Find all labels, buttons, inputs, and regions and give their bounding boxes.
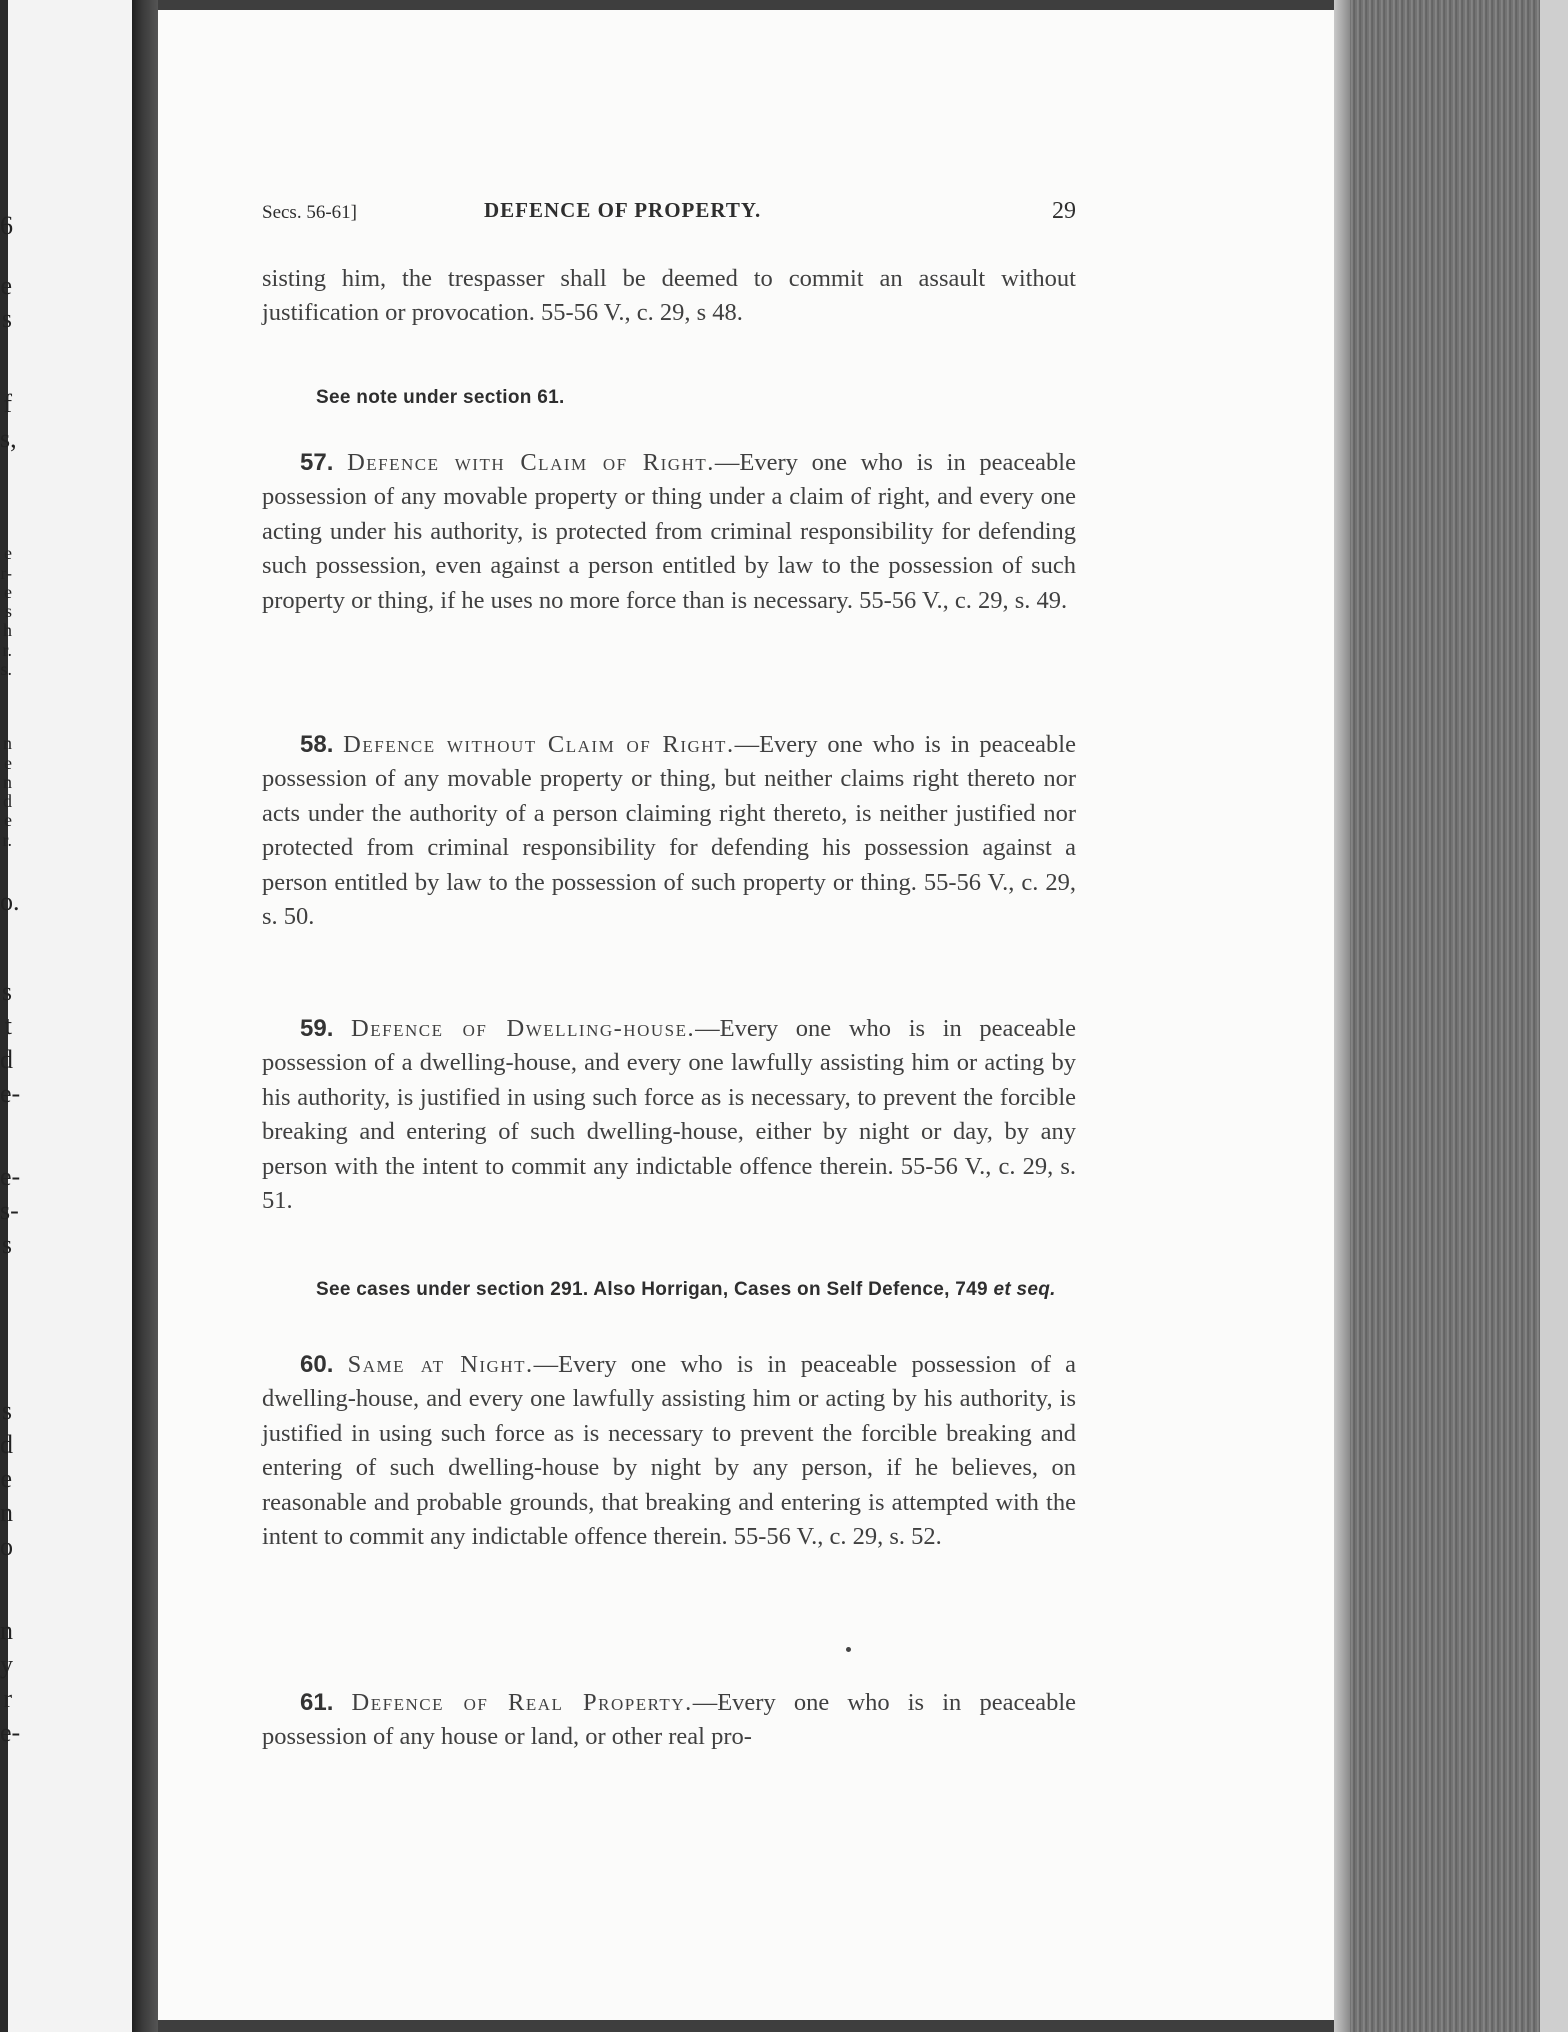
section-number: 58. [300,731,334,758]
left-page-fragment: 6 [0,211,13,240]
section-number: 61. [300,1689,334,1716]
section-number: 59. [300,1015,334,1042]
left-page-fragment: r [3,1684,12,1713]
section-61 [262,1686,1076,1755]
section-text: —Every one who is in peaceable possession of any movable property or thing, but neither claims right thereto nor acts under the authority of a person claiming right thereto, is neither justified nor protected from criminal responsibility for defending his possession against a person entitled by law to the possession of such property or thing. 55-56 V., c. 29, s. 50. [262,731,1076,931]
page-number: 29 [1052,198,1076,224]
left-page-fragment: s- [0,1196,19,1225]
left-page-fragment: e- [0,1718,21,1747]
page-edge-shadow [1334,0,1350,2032]
left-page-fragment: n [0,1498,13,1527]
left-page-fragment: o. [0,887,20,916]
section-number: 57. [300,449,334,476]
section-60 [262,1348,1076,1554]
left-page-fragment: s [1,304,12,333]
section-heading: Defence with Claim of Right. [347,449,715,476]
left-page-fragment: r. [2,830,12,850]
section-heading: Defence without Claim of Right. [343,731,735,758]
left-page-fragment: e- [0,1162,21,1191]
left-page-fragment: e [4,810,12,830]
section-text: —Every one who is in peaceable possession of a dwelling-house, and every one lawfully assisting him or acting by his authority, is justified in using such force as is necessary, to prevent the forcible breaking and entering of such dwelling-house, either by night or day, by any person with the intent to commit any indictable offence therein. 55-56 V., c. 29, s. 51. [262,1015,1076,1215]
section-number: 60. [300,1351,334,1378]
section-59-note [316,1279,1076,1301]
section-heading: Same at Night. [347,1351,534,1378]
header-sections: Secs. 56-61] [262,202,357,223]
left-page-fragment: s [1,1396,12,1425]
book-gutter [132,0,158,2032]
note-text: See cases under section 291. Also Horrigan, Cases on Self Defence, 749 [316,1279,988,1300]
running-header [262,196,1076,232]
continuation-paragraph [262,262,1076,331]
left-page-fragment: n [3,733,12,753]
section-heading: Defence of Dwelling-house. [351,1015,696,1042]
section-58 [262,728,1076,934]
left-facing-page [0,0,132,2032]
left-page-fragment: t [4,1011,12,1040]
left-page-fragment: s [1,1230,12,1259]
left-page-fragment: s. [0,659,12,679]
book-fore-edge [1350,0,1568,2032]
left-page-fragment: d [3,791,12,811]
left-page-fragment: r. [2,640,12,660]
fore-edge-strip [1540,0,1568,2032]
left-page-fragment: d [0,1430,13,1459]
section-59 [262,1012,1076,1218]
section-text: —Every one who is in peaceable possession of any movable property or thing under a claim of right, and every one acting under his authority, is protected from criminal responsibility for defending such possession, even against a person entitled by law to the possession of such property or thing, if he uses no more force than is necessary. 55-56 V., c. 29, s. 49. [262,449,1076,614]
left-page-fragment: e [4,582,12,602]
left-page-fragment: r- [0,563,12,583]
left-page-fragment: e [0,1464,12,1493]
section-heading: Defence of Real Property. [351,1689,693,1716]
section-text: —Every one who is in peaceable possession of any house or land, or other real pro- [262,1689,1076,1751]
left-page-fragment: e [4,543,12,563]
left-page-fragment: e [4,753,12,773]
continuation-note: See note under section 61. [316,387,565,408]
header-title: DEFENCE OF PROPERTY. [484,198,762,222]
left-page-fragment: f [3,389,12,418]
left-page-fragment: s, [0,424,17,453]
left-page-fragment: n [3,772,12,792]
left-page-fragment: n [0,1616,13,1645]
left-page-fragment: e- [0,1079,21,1108]
left-page-fragment: h [3,620,12,640]
left-page-fragment: d [0,1045,13,1074]
section-text: —Every one who is in peaceable possession of a dwelling-house, and every one lawfully assisting him or acting by his authority, is justified in using such force as is necessary to prevent the forcible breaking and entering of such dwelling-house by night by any person, if he believes, on reasonable and probable grounds, that breaking and entering is attempted with the intent to commit any indictable offence therein. 55-56 V., c. 29, s. 52. [262,1351,1076,1551]
left-page-fragment: e [0,271,12,300]
section-57 [262,446,1076,618]
left-page-fragment: s [4,601,12,621]
left-page-fragment: y [0,1650,13,1679]
book-page [158,10,1334,2020]
left-page-fragment: s [1,977,12,1006]
left-page-fragment: o [0,1532,13,1561]
continuation-text: sisting him, the trespasser shall be deemed to commit an assault without justification or provocation. 55-56 V., c. 29, s 48. [262,265,1076,327]
ink-speck [846,1647,851,1652]
note-italic: et seq. [993,1279,1056,1300]
